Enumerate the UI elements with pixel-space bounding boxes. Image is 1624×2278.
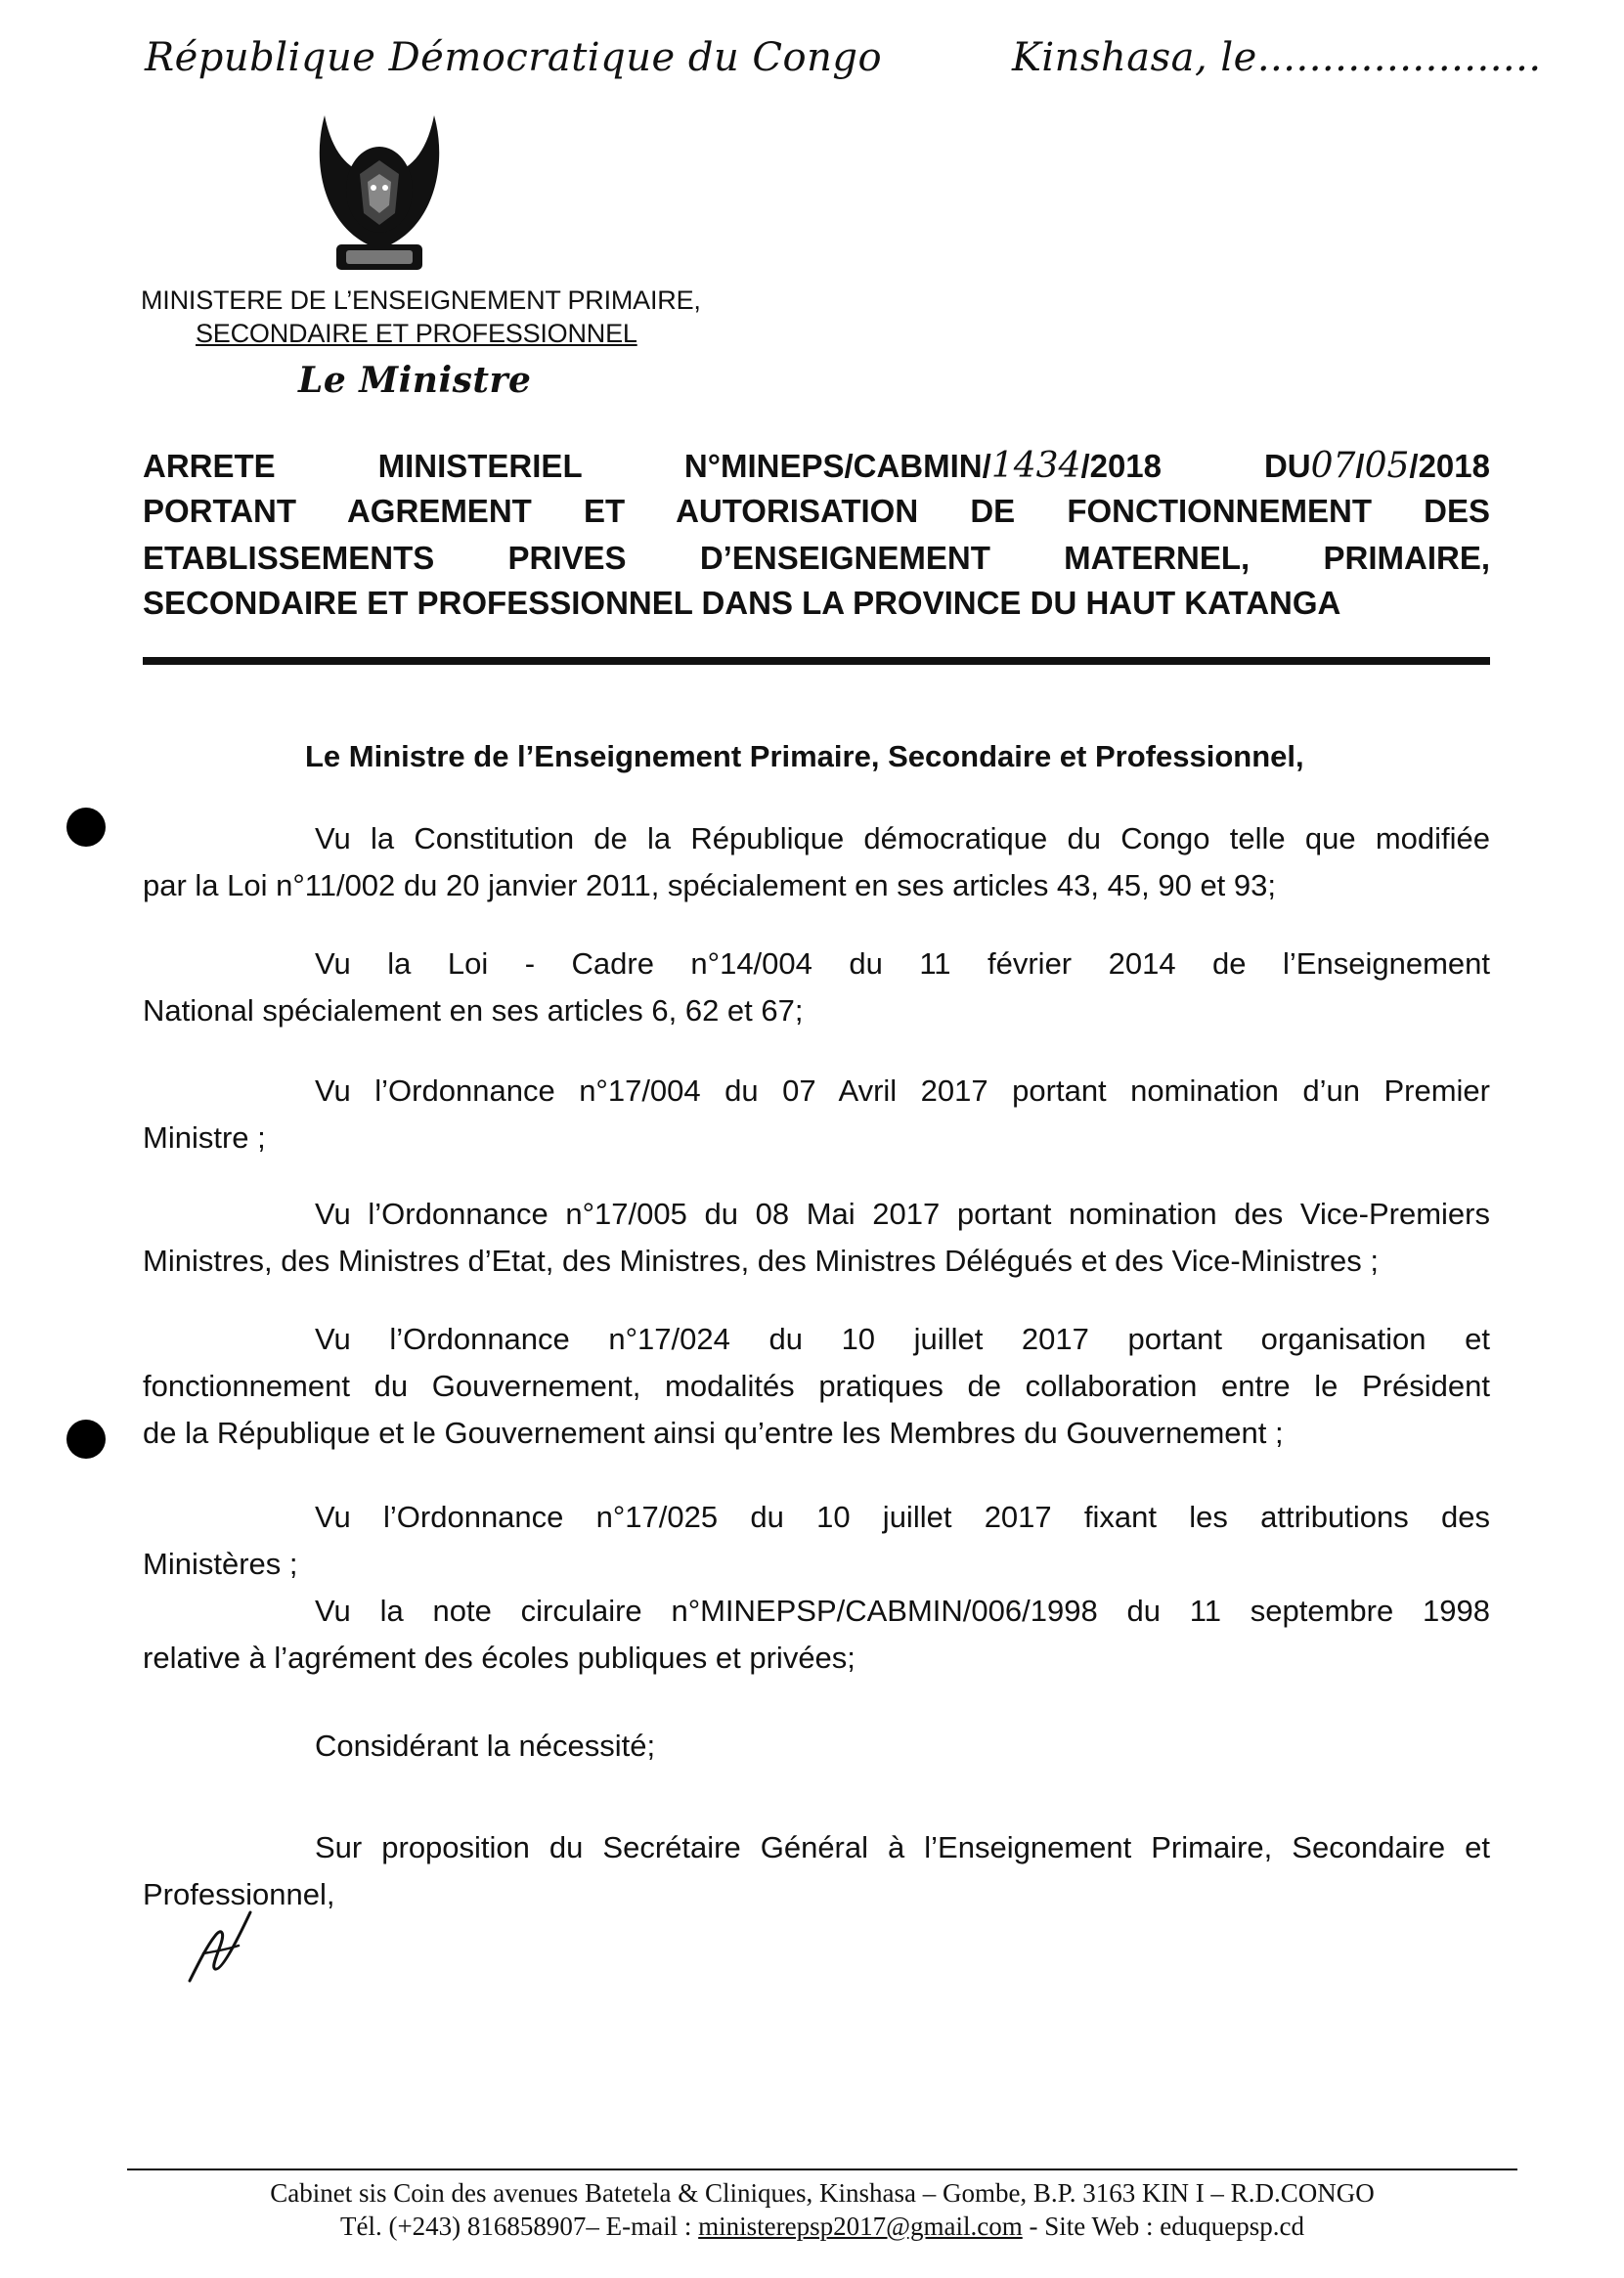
decree-title-part-b: /2018 DU xyxy=(1080,448,1311,484)
decree-title-line4: SECONDAIRE ET PROFESSIONNEL DANS LA PROVINCE DU HAUT KATANGA xyxy=(143,585,1341,621)
signatory-title: Le Ministre xyxy=(298,360,532,401)
paragraph-line: Vu la Loi - Cadre n°14/004 du 11 février 2014 de l’Enseignement xyxy=(315,946,1490,981)
punch-hole-mark xyxy=(66,808,106,847)
paragraph-ordonnance-004 xyxy=(143,1068,1490,1161)
paragraph-line: de la République et le Gouvernement ainsi qu’entre les Membres du Gouvernement ; xyxy=(143,1416,1284,1450)
decree-title-line3: ETABLISSEMENTS PRIVES D’ENSEIGNEMENT MATERNEL, PRIMAIRE, xyxy=(143,540,1490,576)
ministry-name-line1: MINISTERE DE L’ENSEIGNEMENT PRIMAIRE, xyxy=(141,285,701,315)
footer-address: Cabinet sis Coin des avenues Batetela & Cliniques, Kinshasa – Gombe, B.P. 3163 KIN I – R.D.CONGO xyxy=(270,2178,1375,2208)
paragraph-ordonnance-005 xyxy=(143,1191,1490,1285)
paragraph-line: fonctionnement du Gouvernement, modalités pratiques de collaboration entre le Président xyxy=(143,1369,1490,1403)
paragraph-line: Ministres, des Ministres d’Etat, des Ministres, des Ministres Délégués et des Vice-Ministres ; xyxy=(143,1244,1379,1278)
punch-hole-mark xyxy=(66,1420,106,1459)
paragraph-note-circulaire xyxy=(143,1588,1490,1682)
paragraph-proposition xyxy=(143,1824,1490,1918)
handwritten-day: 07 xyxy=(1310,446,1356,486)
footer-email-link[interactable]: ministerepsp2017@gmail.com xyxy=(698,2212,1023,2241)
footer-contact xyxy=(127,2212,1517,2242)
handwritten-initials-icon xyxy=(182,1906,260,1985)
paragraph-line: Vu l’Ordonnance n°17/005 du 08 Mai 2017 portant nomination des Vice-Premiers xyxy=(315,1197,1490,1231)
paragraph-line: Considérant la nécessité; xyxy=(315,1729,656,1763)
decree-title-line2: PORTANT AGREMENT ET AUTORISATION DE FONCTIONNEMENT DES xyxy=(143,493,1490,529)
handwritten-decree-number: 1434 xyxy=(990,446,1081,486)
title-divider xyxy=(143,657,1490,665)
paragraph-constitution xyxy=(143,815,1490,909)
handwritten-month: 05 xyxy=(1364,446,1410,486)
paragraph-line: Vu l’Ordonnance n°17/024 du 10 juillet 2017 portant organisation et xyxy=(315,1322,1490,1356)
decree-title-line1: ARRETE MINISTERIEL N°MINEPS/CABMIN/1434/2018 DU07/05/2018 xyxy=(143,446,1490,486)
paragraph-line: par la Loi n°11/002 du 20 janvier 2011, spécialement en ses articles 43, 45, 90 et 93; xyxy=(143,868,1277,902)
paragraph-line: Sur proposition du Secrétaire Général à l’Enseignement Primaire, Secondaire et xyxy=(315,1830,1490,1864)
paragraph-loi-cadre xyxy=(143,941,1490,1034)
paragraph-line: Vu l’Ordonnance n°17/004 du 07 Avril 2017 portant nomination d’un Premier xyxy=(315,1073,1490,1108)
coat-of-arms-icon xyxy=(311,106,448,282)
paragraph-line: National spécialement en ses articles 6, 62 et 67; xyxy=(143,993,804,1028)
paragraph-line: Professionnel, xyxy=(143,1877,335,1911)
footer-website: - Site Web : eduquepsp.cd xyxy=(1022,2212,1305,2241)
place-date-line: Kinshasa, le...................... xyxy=(1012,35,1542,80)
paragraph-line: Vu la note circulaire n°MINEPSP/CABMIN/006/1998 du 11 septembre 1998 xyxy=(315,1594,1490,1628)
footer-divider xyxy=(127,2168,1517,2170)
paragraph-line: Ministre ; xyxy=(143,1120,266,1155)
preamble-heading: Le Ministre de l’Enseignement Primaire, Secondaire et Professionnel, xyxy=(305,739,1304,773)
ministry-name-line2: SECONDAIRE ET PROFESSIONNEL xyxy=(196,319,637,348)
footer-phone: Tél. (+243) 816858907– E-mail : xyxy=(339,2212,699,2241)
republic-heading: République Démocratique du Congo xyxy=(145,35,883,80)
paragraph-line: Vu l’Ordonnance n°17/025 du 10 juillet 2017 fixant les attributions des xyxy=(315,1500,1490,1534)
paragraph-line: relative à l’agrément des écoles publiques et privées; xyxy=(143,1641,856,1675)
paragraph-line: Ministères ; xyxy=(143,1547,298,1581)
paragraph-ordonnance-025 xyxy=(143,1494,1490,1588)
decree-title-part-c: /2018 xyxy=(1409,448,1490,484)
decree-title-part-a: ARRETE MINISTERIEL N°MINEPS/CABMIN/ xyxy=(143,448,991,484)
paragraph-considerant xyxy=(143,1723,1490,1770)
paragraph-line: Vu la Constitution de la République démocratique du Congo telle que modifiée xyxy=(315,821,1490,855)
paragraph-ordonnance-024 xyxy=(143,1316,1490,1457)
